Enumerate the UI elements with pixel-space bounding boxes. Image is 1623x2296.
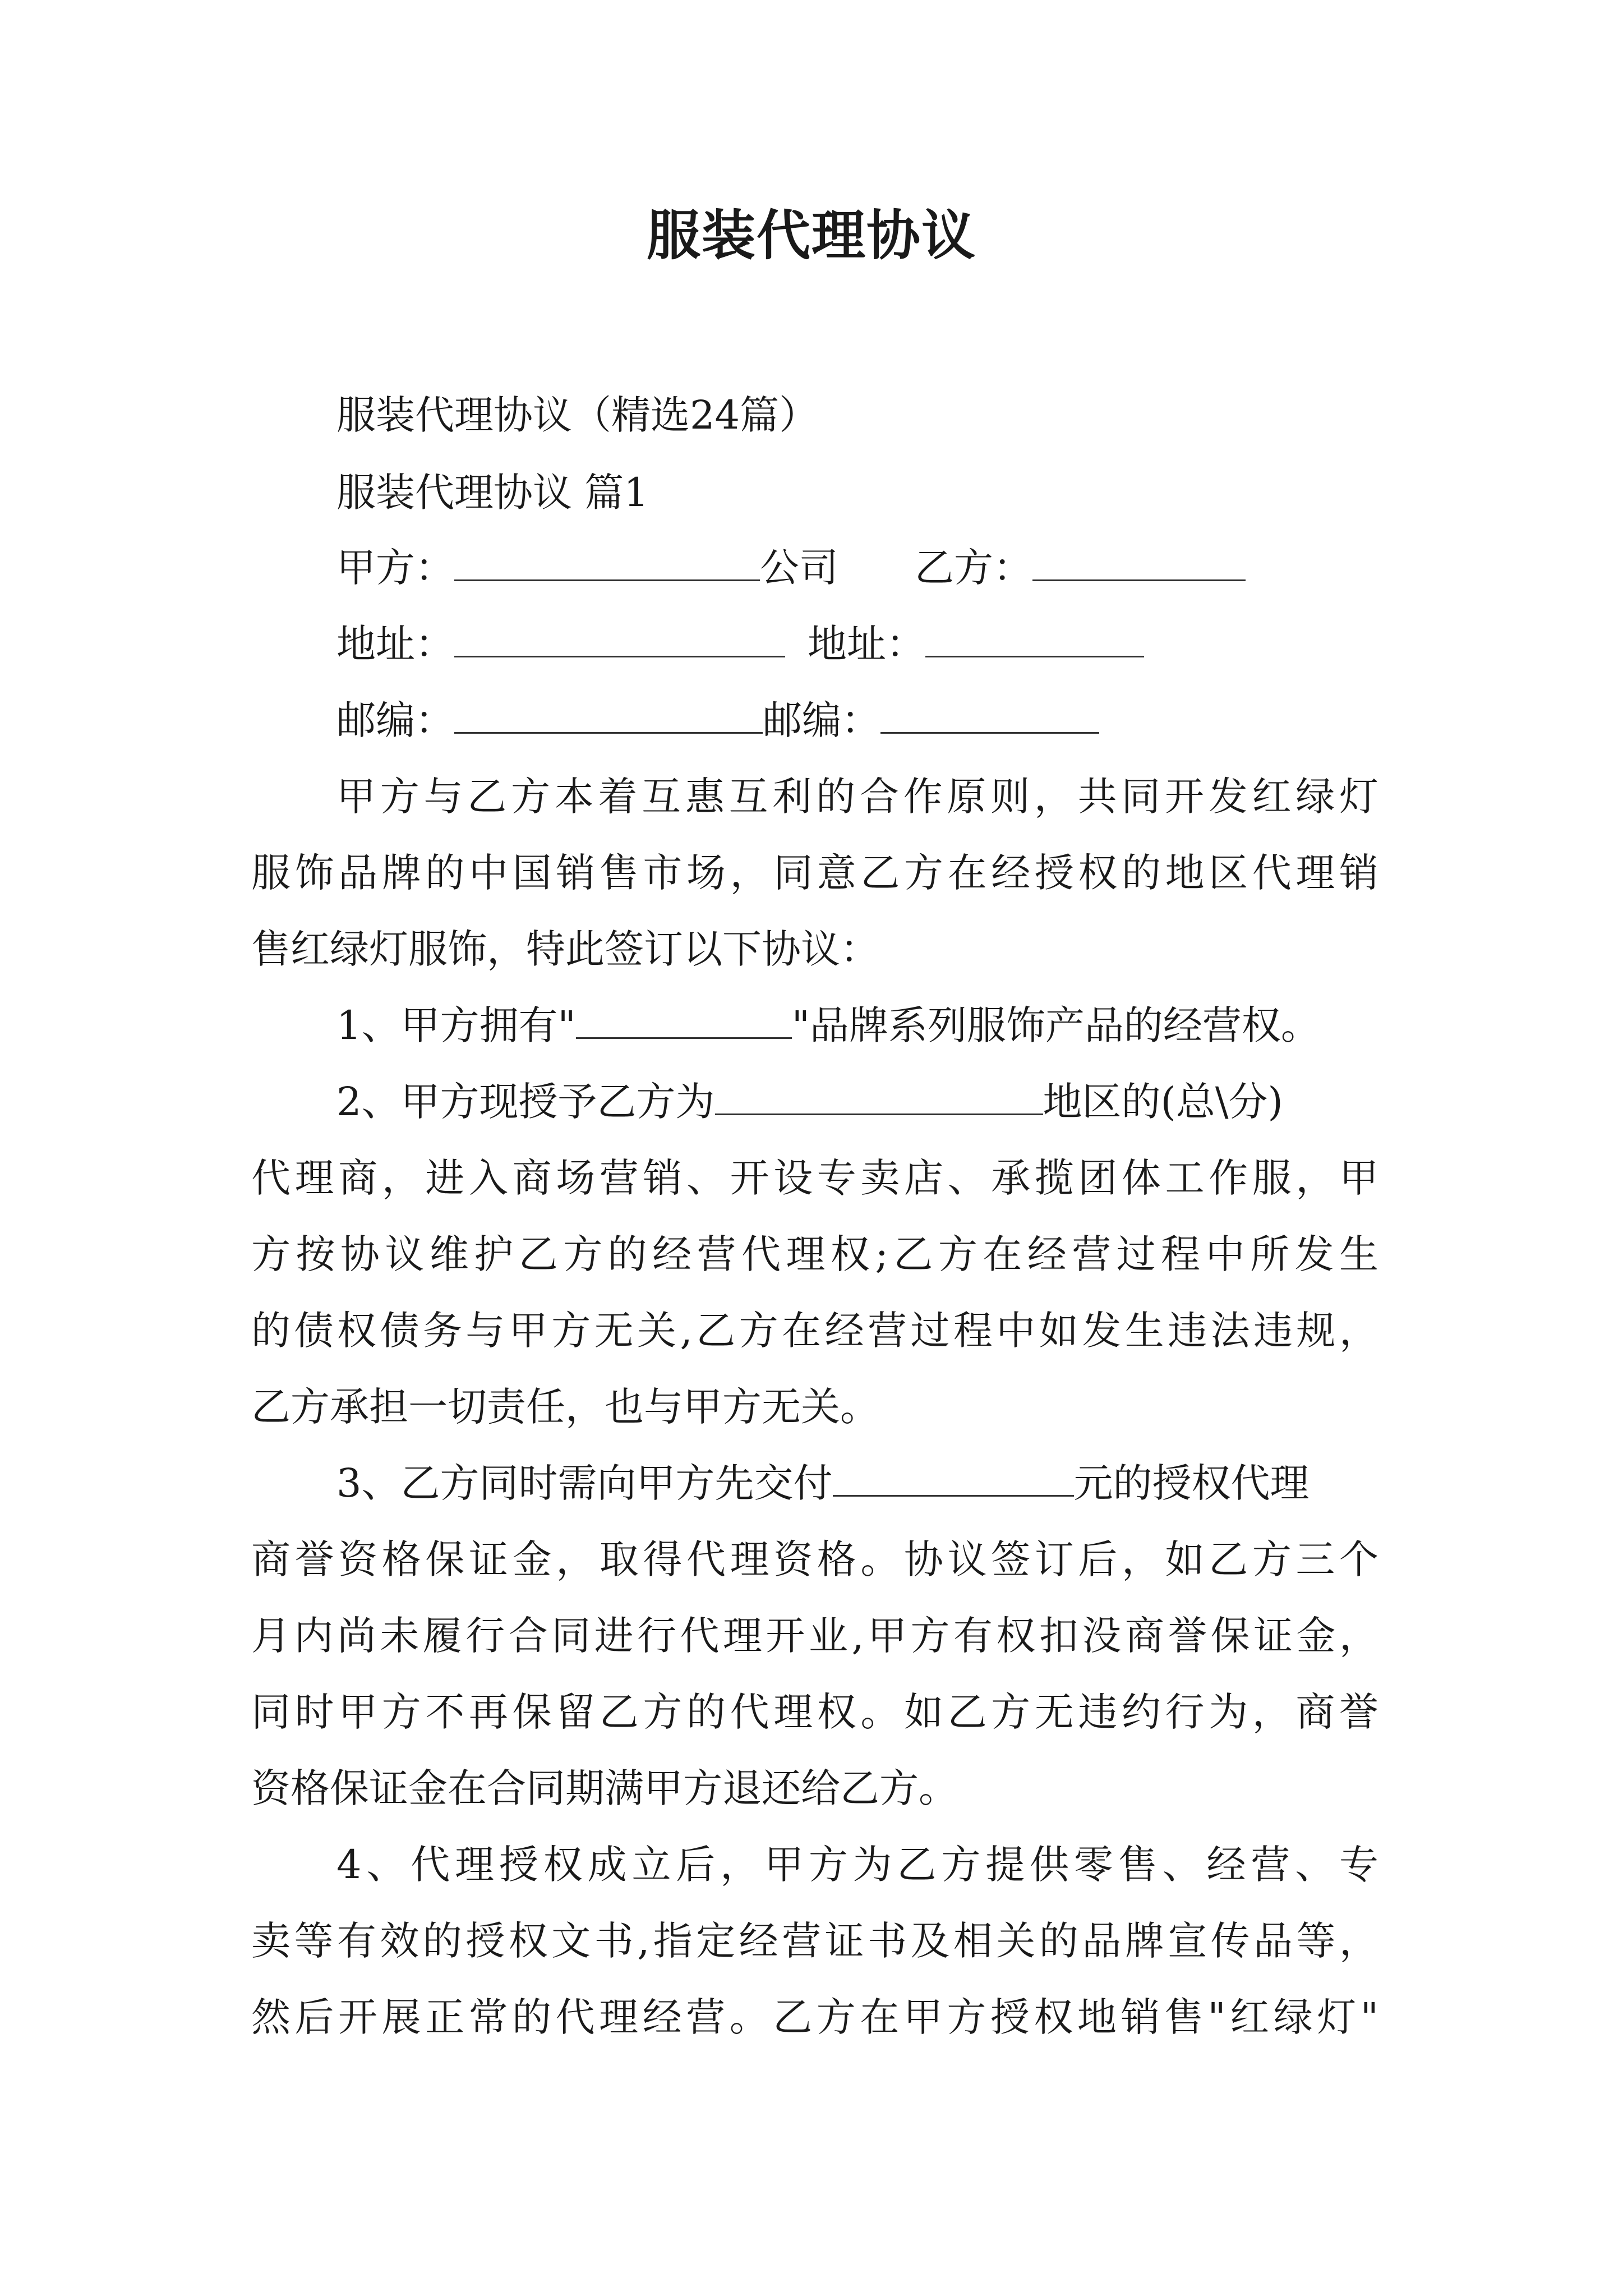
- clause-2-blank: [715, 1079, 1043, 1115]
- party-a-label: 甲方：: [336, 545, 454, 591]
- document-subtitle: 服装代理协议（精选24篇）: [336, 392, 819, 438]
- clause-2-text-end: 地区的(总\分): [1043, 1079, 1283, 1125]
- intro-line: 售红绿灯服饰，特此签订以下协议：: [251, 926, 879, 972]
- address-a-blank: [454, 621, 785, 657]
- clause-2-line: 方按协议维护乙方的经营代理权;乙方在经营过程中所发生: [251, 1231, 1378, 1277]
- clause-3-text-end: 元的授权代理: [1073, 1460, 1310, 1506]
- postcode-b-blank: [880, 697, 1099, 734]
- postcode-a-label: 邮编：: [336, 697, 454, 743]
- address-line: [336, 616, 1144, 672]
- clause-3-line: 资格保证金在合同期满甲方退还给乙方。: [251, 1765, 958, 1811]
- document-title: 服装代理协议: [647, 204, 976, 267]
- clause-1-text-end: "品牌系列服饰产品的经营权。: [791, 1002, 1320, 1048]
- address-b-label: 地址：: [808, 621, 925, 667]
- party-line: [336, 540, 1246, 596]
- clause-1-text: 1、甲方拥有": [336, 1002, 576, 1048]
- section-heading: 服装代理协议 篇1: [336, 470, 649, 516]
- party-b-label: 乙方：: [915, 545, 1032, 591]
- party-a-suffix: 公司: [760, 545, 838, 591]
- postcode-line: [336, 692, 1099, 748]
- clause-2-line: 的债权债务与甲方无关,乙方在经营过程中如发生违法违规，: [251, 1308, 1378, 1354]
- clause-1: [336, 997, 1320, 1053]
- clause-2-text: 2、甲方现授予乙方为: [336, 1079, 715, 1125]
- clause-3-blank: [833, 1460, 1074, 1497]
- clause-1-blank: [576, 1002, 792, 1039]
- clause-3-first-line: [336, 1455, 1310, 1511]
- clause-2-line: 代理商，进入商场营销、开设专卖店、承揽团体工作服，甲: [251, 1155, 1378, 1201]
- address-a-label: 地址：: [336, 621, 454, 667]
- postcode-a-blank: [454, 697, 763, 734]
- clause-4-line: 然后开展正常的代理经营。乙方在甲方授权地销售"红绿灯": [251, 1994, 1378, 2040]
- intro-line: 服饰品牌的中国销售市场，同意乙方在经授权的地区代理销: [251, 850, 1378, 896]
- intro-line: 甲方与乙方本着互惠互利的合作原则，共同开发红绿灯: [336, 774, 1378, 820]
- party-a-blank: [454, 545, 760, 581]
- clause-2-line: 乙方承担一切责任，也与甲方无关。: [251, 1384, 879, 1430]
- clause-3-line: 月内尚未履行合同进行代理开业,甲方有权扣没商誉保证金，: [251, 1613, 1378, 1659]
- party-b-blank: [1032, 545, 1246, 581]
- clause-4-line: 4、代理授权成立后，甲方为乙方提供零售、经营、专: [336, 1842, 1378, 1888]
- clause-3-line: 商誉资格保证金，取得代理资格。协议签订后，如乙方三个: [251, 1536, 1378, 1582]
- clause-3-text: 3、乙方同时需向甲方先交付: [336, 1460, 833, 1506]
- clause-4-line: 卖等有效的授权文书,指定经营证书及相关的品牌宣传品等，: [251, 1918, 1378, 1964]
- clause-3-line: 同时甲方不再保留乙方的代理权。如乙方无违约行为，商誉: [251, 1689, 1378, 1735]
- clause-2-first-line: [336, 1074, 1283, 1130]
- postcode-b-label: 邮编：: [763, 697, 880, 743]
- address-b-blank: [925, 621, 1144, 657]
